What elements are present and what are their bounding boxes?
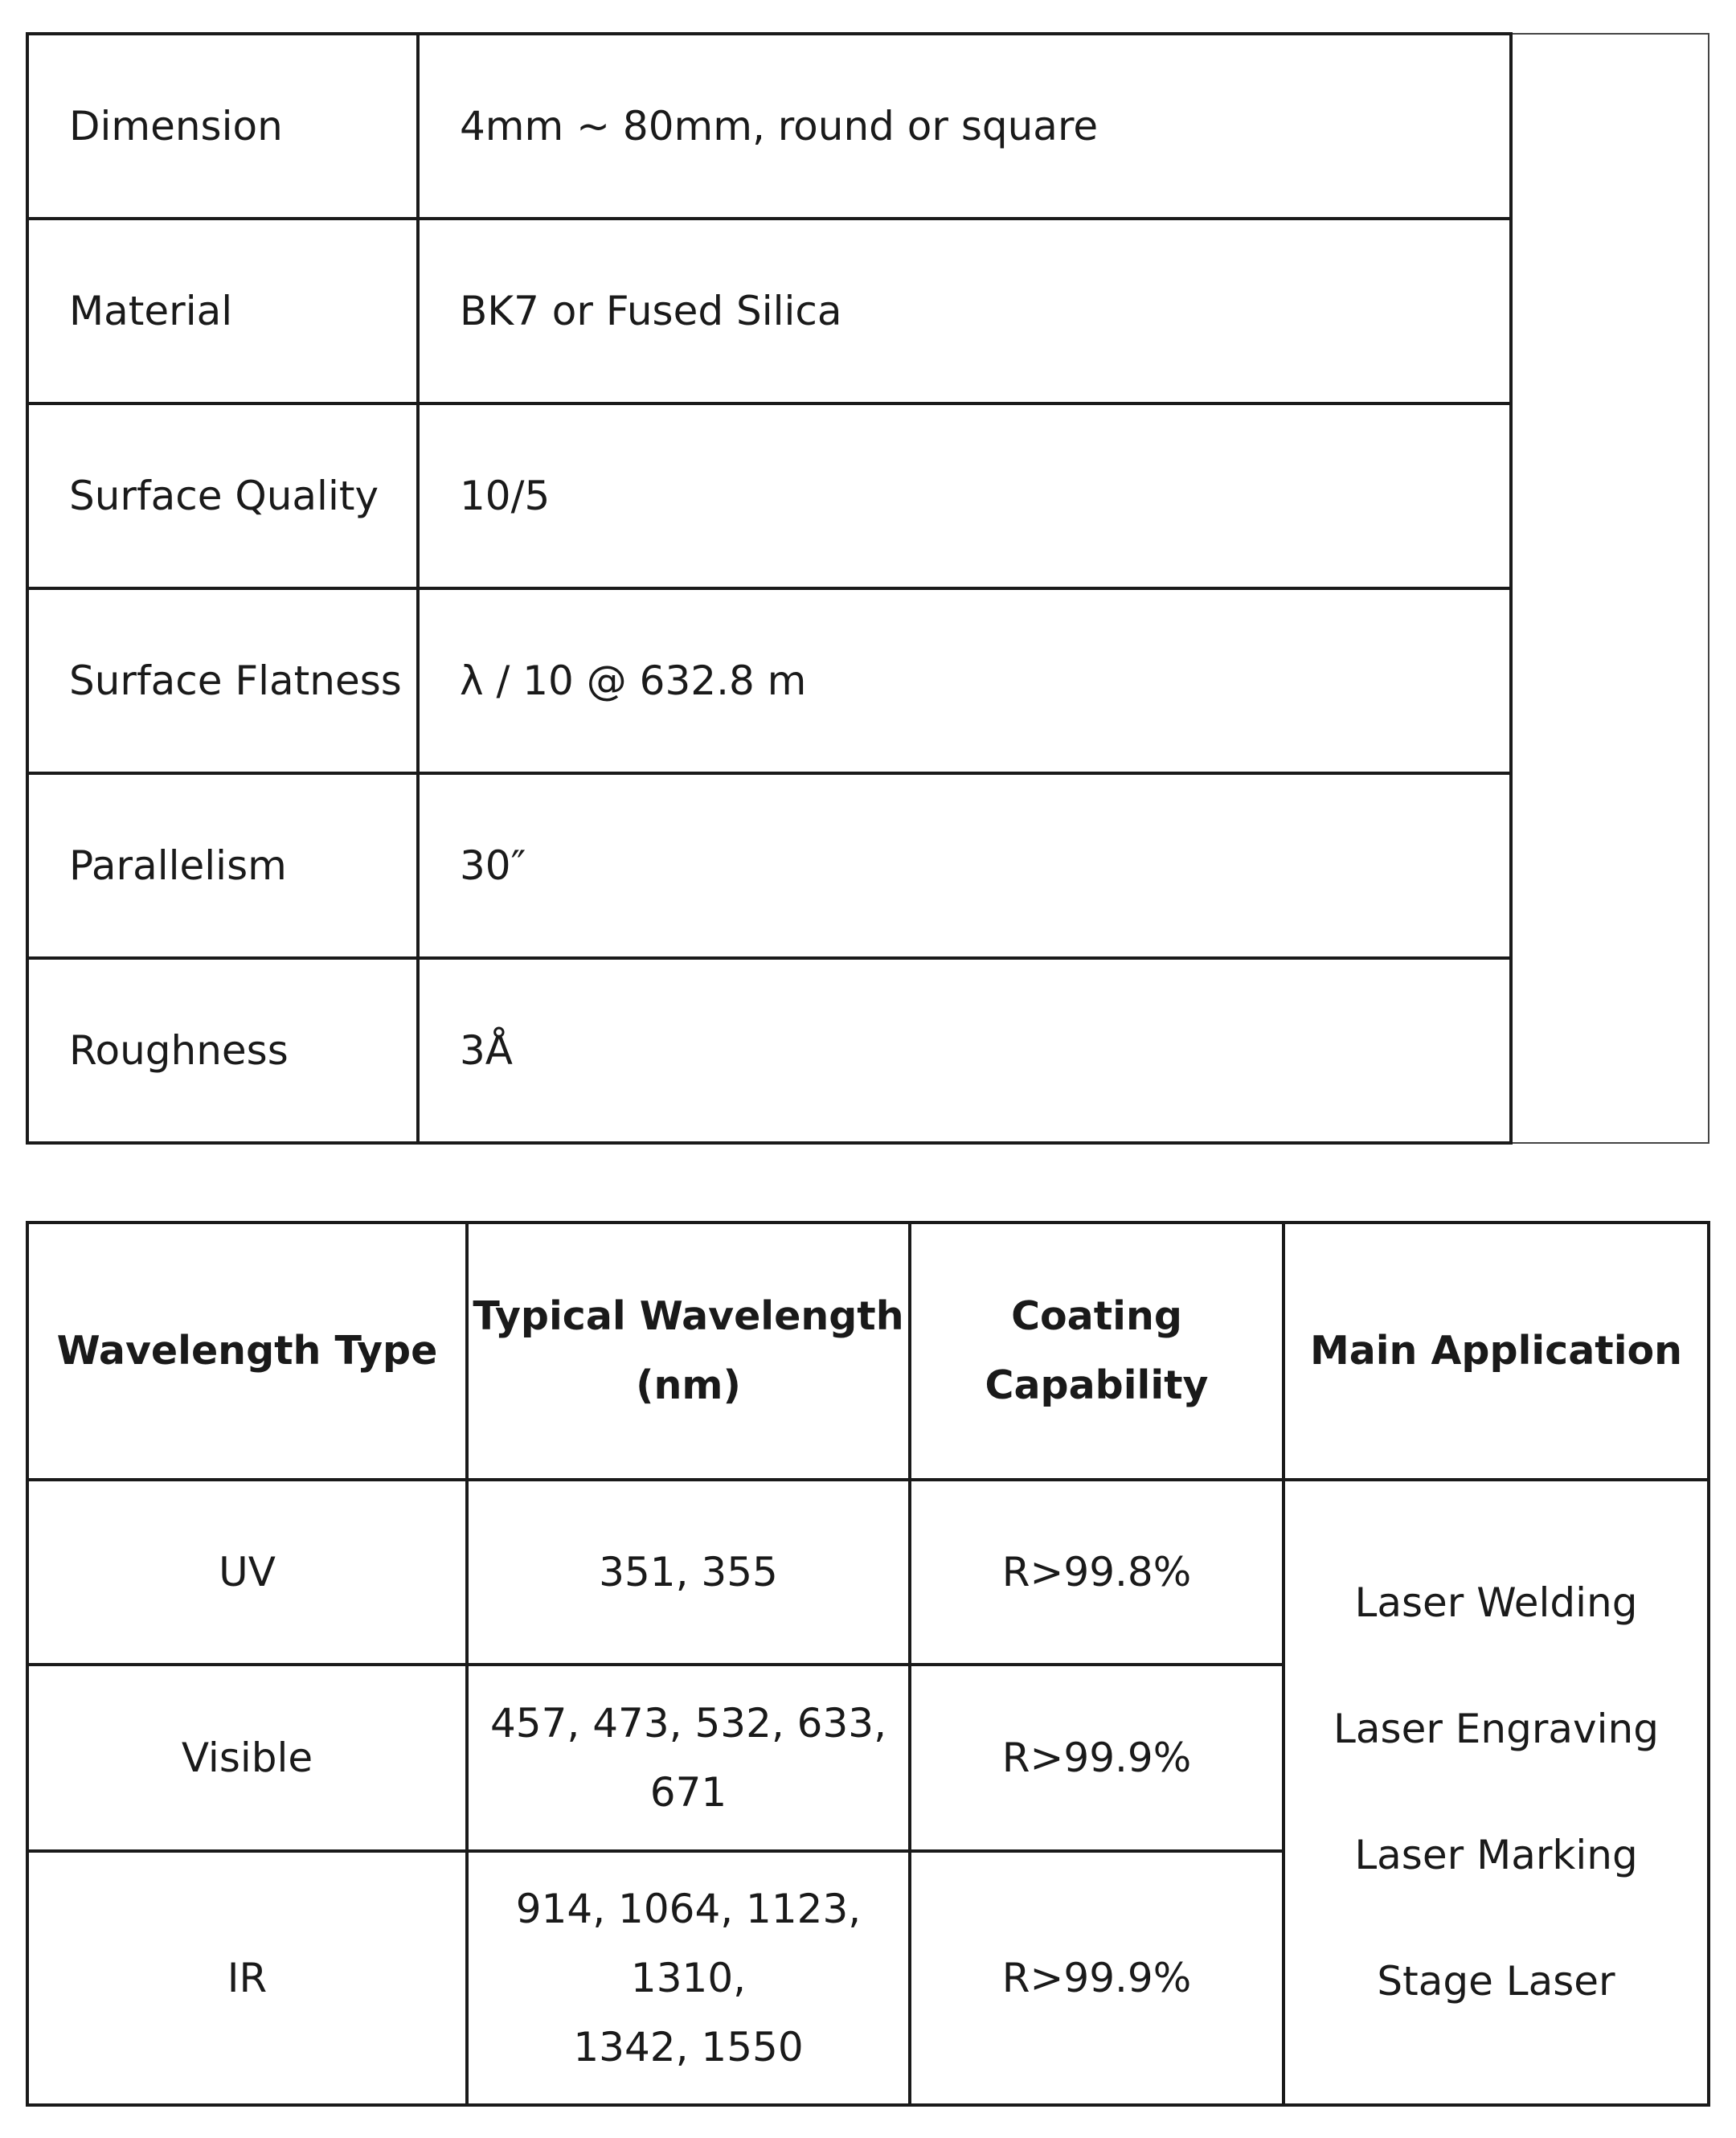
application-item: Laser Engraving [1333, 1706, 1659, 1752]
application-item: Stage Laser [1377, 1958, 1615, 2005]
cell-wavelengths [467, 1851, 910, 2105]
cell-applications [1284, 1480, 1709, 2105]
wavelengths-line1: 914, 1064, 1123, 1310, [515, 1886, 862, 2001]
spec-label: Parallelism [27, 773, 418, 958]
wavelengths-line2: 1342, 1550 [573, 2024, 804, 2070]
spec-label: Surface Quality [27, 403, 418, 588]
cell-type: UV [27, 1480, 467, 1665]
spec-value: 10/5 [418, 403, 1511, 588]
table-row [27, 34, 1709, 219]
cell-wavelengths: 457, 473, 532, 633, 671 [467, 1665, 910, 1851]
header-row [27, 1223, 1709, 1480]
cell-coating: R>99.9% [910, 1851, 1284, 2105]
header-typical-wavelength [467, 1223, 910, 1480]
empty-column [1511, 34, 1709, 1143]
spec-value: 3Å [418, 958, 1511, 1143]
cell-coating: R>99.9% [910, 1665, 1284, 1851]
spec-label: Surface Flatness [27, 588, 418, 773]
header-wavelength-type: Wavelength Type [27, 1223, 467, 1480]
application-item: Laser Marking [1354, 1832, 1638, 1878]
spec-label: Material [27, 219, 418, 403]
application-item: Laser Welding [1354, 1579, 1638, 1626]
cell-type: Visible [27, 1665, 467, 1851]
spec-value: 4mm ~ 80mm, round or square [418, 34, 1511, 219]
table-row [27, 958, 1709, 1143]
spec-value: BK7 or Fused Silica [418, 219, 1511, 403]
header-typical-line2: (nm) [636, 1362, 741, 1408]
table-row [27, 588, 1709, 773]
header-coating-capability: Coating Capability [910, 1223, 1284, 1480]
spec-table [26, 32, 1709, 1145]
cell-coating: R>99.8% [910, 1480, 1284, 1665]
spec-label: Dimension [27, 34, 418, 219]
spec-label: Roughness [27, 958, 418, 1143]
spec-value: λ / 10 @ 632.8 m [418, 588, 1511, 773]
cell-type: IR [27, 1851, 467, 2105]
table-row [27, 773, 1709, 958]
table-row [27, 1480, 1709, 1665]
spec-value: 30″ [418, 773, 1511, 958]
table-row [27, 219, 1709, 403]
header-typical-line1: Typical Wavelength [473, 1293, 904, 1339]
header-main-application: Main Application [1284, 1223, 1709, 1480]
cell-wavelengths: 351, 355 [467, 1480, 910, 1665]
table-row [27, 403, 1709, 588]
wavelength-table [26, 1221, 1710, 2107]
